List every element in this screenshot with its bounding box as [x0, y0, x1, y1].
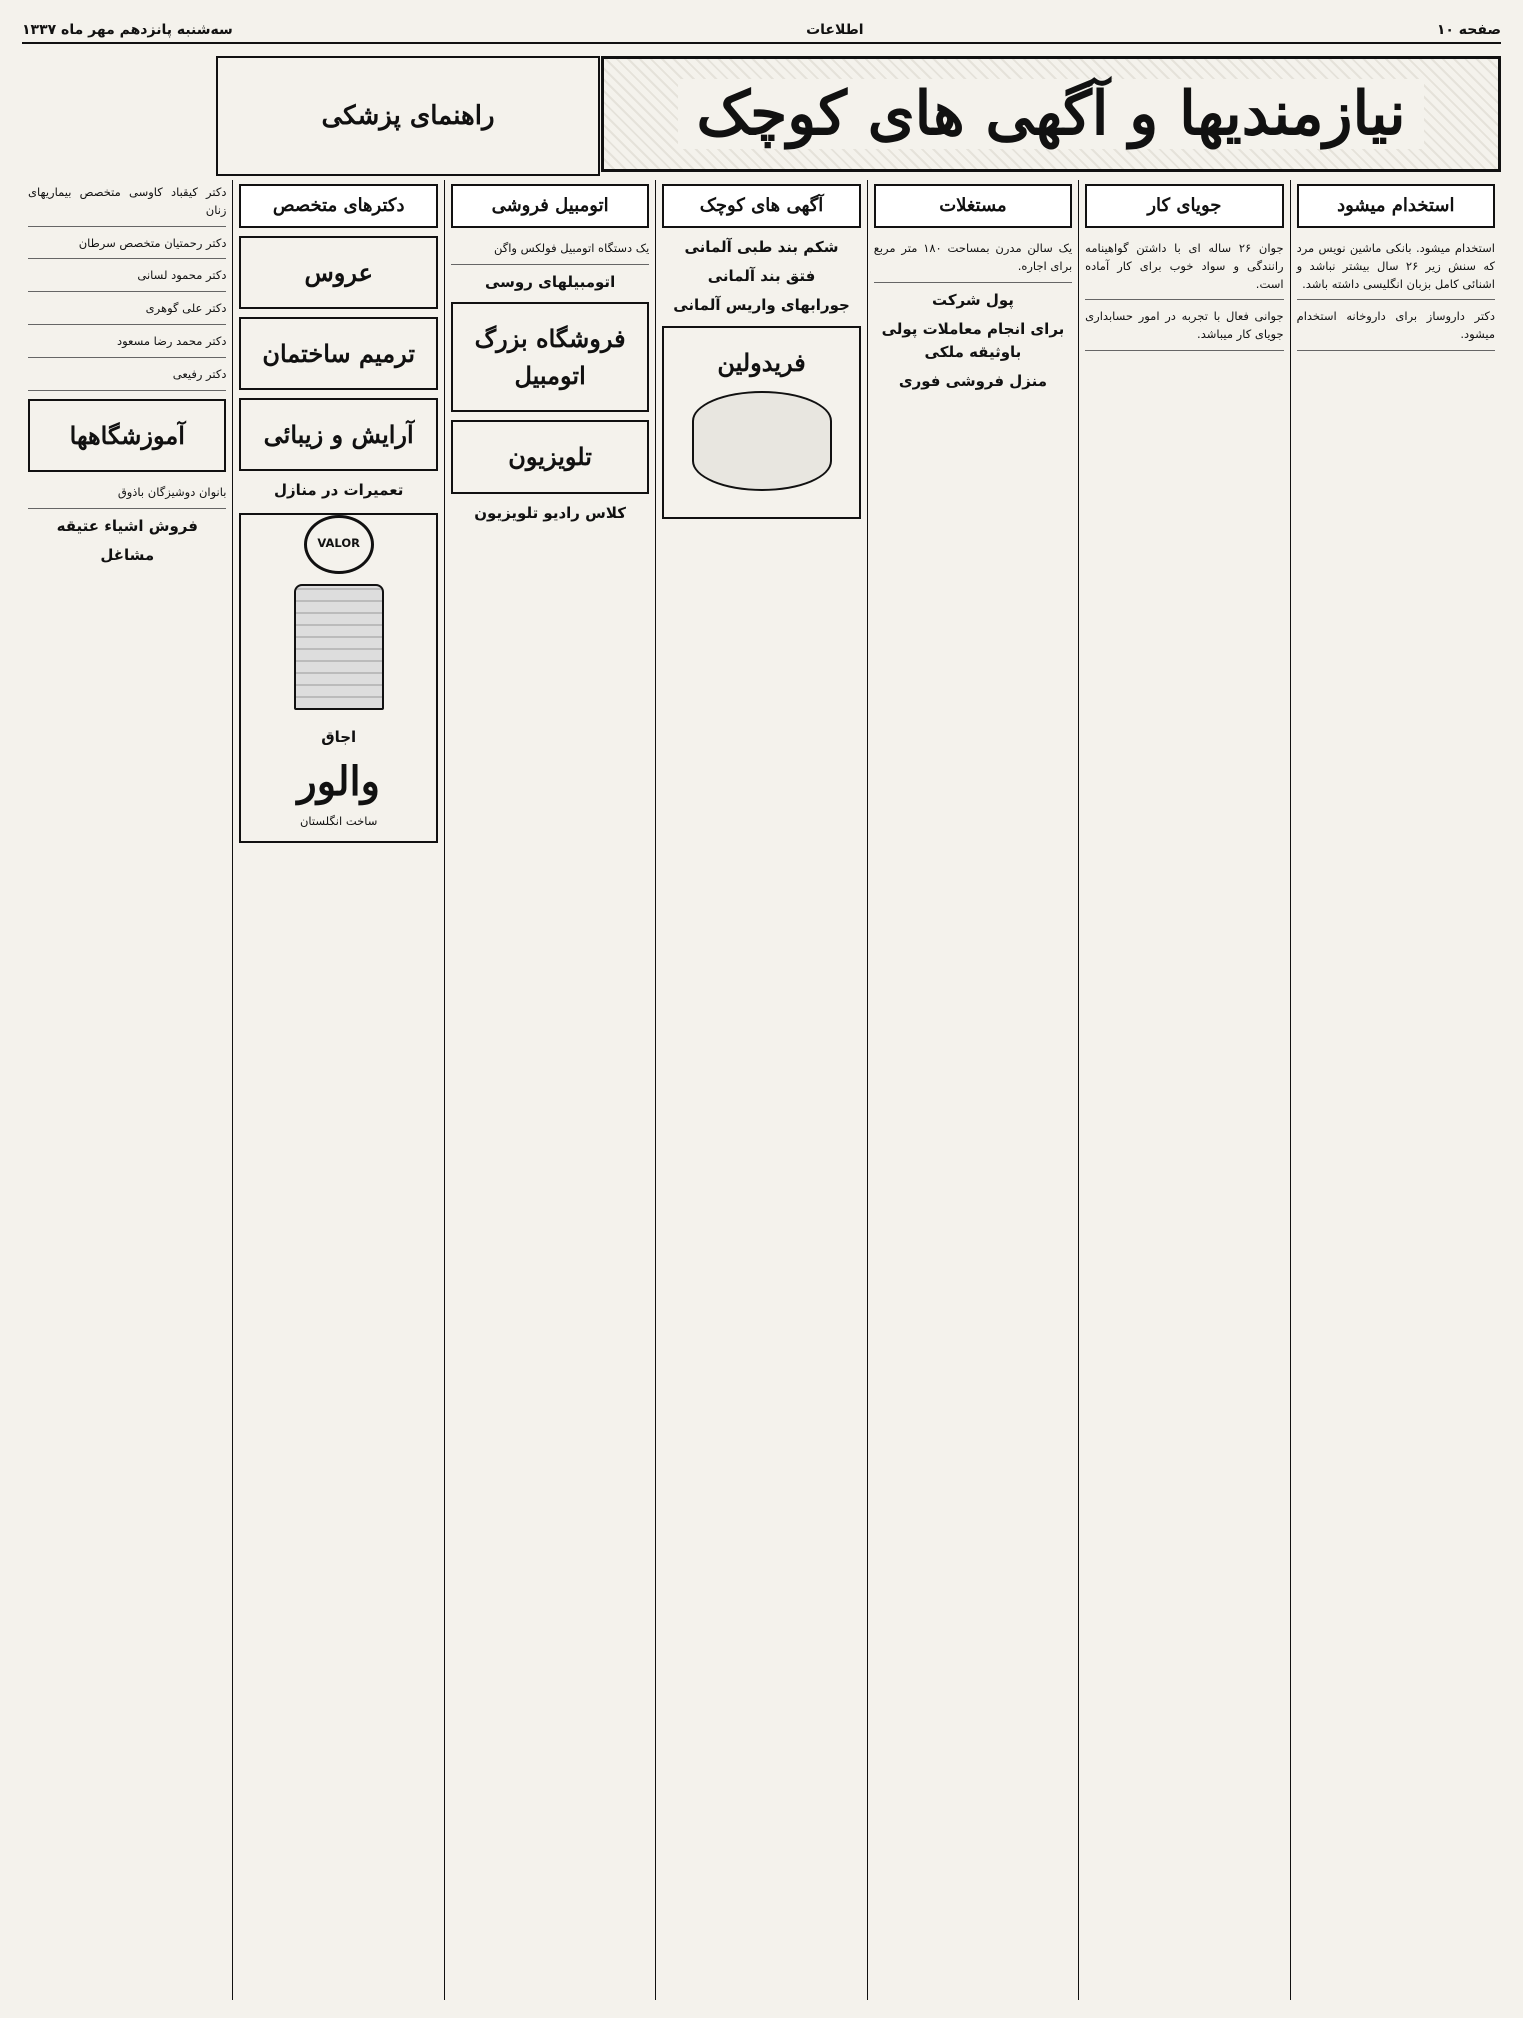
column-property	[867, 180, 1078, 2000]
columns	[22, 180, 1501, 2000]
health-guide-title: راهنمای پزشکی	[321, 101, 495, 131]
stove-sub: اجاق	[321, 727, 357, 746]
ad-employment-1: استخدام میشود. بانکی ماشین نویس مرد که سنش زیر ۲۶ سال بیشتر نباشد و اشنائی کامل بزبان انگلیسی داشته باشد.	[1297, 236, 1495, 300]
stove-name: والور	[297, 757, 380, 805]
stove-illustration	[294, 584, 384, 710]
ad-auto-store: فروشگاه بزرگ اتومبیل	[451, 302, 649, 412]
column-employment	[1290, 180, 1501, 2000]
ad-building-repair: ترمیم ساختمان	[239, 317, 437, 390]
section-doctors: دکترهای متخصص	[239, 184, 437, 228]
ad-property-3-title: برای انجام معاملات پولی باوثیقه ملکی	[881, 319, 1065, 362]
column-job-seeker	[1078, 180, 1289, 2000]
classifieds-banner	[601, 56, 1501, 172]
column-doctors	[232, 180, 443, 2000]
ad-auto-1: یک دستگاه اتومبیل فولکس واگن	[451, 236, 649, 265]
ad-beauty: آرایش و زیبائی	[239, 398, 437, 471]
ad-employment-2: دکتر داروساز برای داروخانه استخدام میشود.	[1297, 304, 1495, 351]
section-job-seeker: جویای کار	[1085, 184, 1283, 228]
page-header	[22, 18, 1501, 44]
ad-property-4-title: منزل فروشی فوری	[898, 372, 1048, 391]
ad-health-1: دکتر کیقباد کاوسی متخصص بیماریهای زنان	[28, 180, 226, 227]
column-health	[22, 180, 232, 2000]
ad-fridolin: فریدولین	[662, 326, 860, 519]
ad-health-6: دکتر رفیعی	[28, 362, 226, 391]
ad-health-5: دکتر محمد رضا مسعود	[28, 329, 226, 358]
ad-small-3: جورابهای واریس آلمانی	[673, 296, 850, 315]
health-guide-box	[216, 56, 600, 176]
ad-job-1: جوان ۲۶ ساله ای با داشتن گواهینامه رانندگی و سواد خوب برای کار آماده است.	[1085, 236, 1283, 300]
ad-schools: آموزشگاهها	[28, 399, 226, 472]
ad-small-1: شکم بند طبی آلمانی	[684, 237, 839, 256]
ad-property-2-title: پول شرکت	[931, 290, 1014, 309]
ad-health-7: بانوان دوشیزگان باذوق	[28, 480, 226, 509]
section-employment: استخدام میشود	[1297, 184, 1495, 228]
column-auto-sales	[444, 180, 655, 2000]
ad-health-2: دکتر رحمتیان متخصص سرطان	[28, 231, 226, 260]
ad-property-1: یک سالن مدرن بمساحت ۱۸۰ متر مربع برای اجاره.	[874, 236, 1072, 283]
section-property: مستغلات	[874, 184, 1072, 228]
newspaper-name: اطلاعات	[806, 22, 864, 38]
stove-origin: ساخت انگلستان	[299, 813, 378, 828]
ad-antiques: فروش اشیاء عتیقه	[56, 516, 198, 535]
section-auto-sales: اتومبیل فروشی	[451, 184, 649, 228]
ad-tv: تلویزیون	[451, 420, 649, 493]
ad-job-2: جوانی فعال با تجربه در امور حسابداری جویای کار میباشد.	[1085, 304, 1283, 351]
ad-tv-class: کلاس رادیو تلویزیون	[474, 503, 626, 522]
ad-auto-2: اتومبیلهای روسی	[484, 272, 616, 291]
page-number: صفحه ۱۰	[1436, 22, 1501, 38]
ad-small-2: فتق بند آلمانی	[707, 267, 816, 286]
ad-health-3: دکتر محمود لسانی	[28, 263, 226, 292]
issue-date: سه‌شنبه پانزدهم مهر ماه ۱۳۳۷	[22, 22, 233, 38]
section-small-ads: آگهی های کوچک	[662, 184, 860, 228]
ad-bride: عروس	[239, 236, 437, 309]
ad-home-repair: تعمیرات در منازل	[274, 481, 404, 500]
ad-health-4: دکتر علی گوهری	[28, 296, 226, 325]
column-small-ads	[655, 180, 866, 2000]
ad-valor-stove	[239, 513, 437, 843]
pressure-cooker-illustration	[692, 391, 832, 491]
banner-title: نیازمندیها و آگهی های کوچک	[678, 79, 1423, 149]
valor-logo-icon: VALOR	[304, 515, 374, 574]
ad-jobs: مشاغل	[100, 545, 155, 564]
